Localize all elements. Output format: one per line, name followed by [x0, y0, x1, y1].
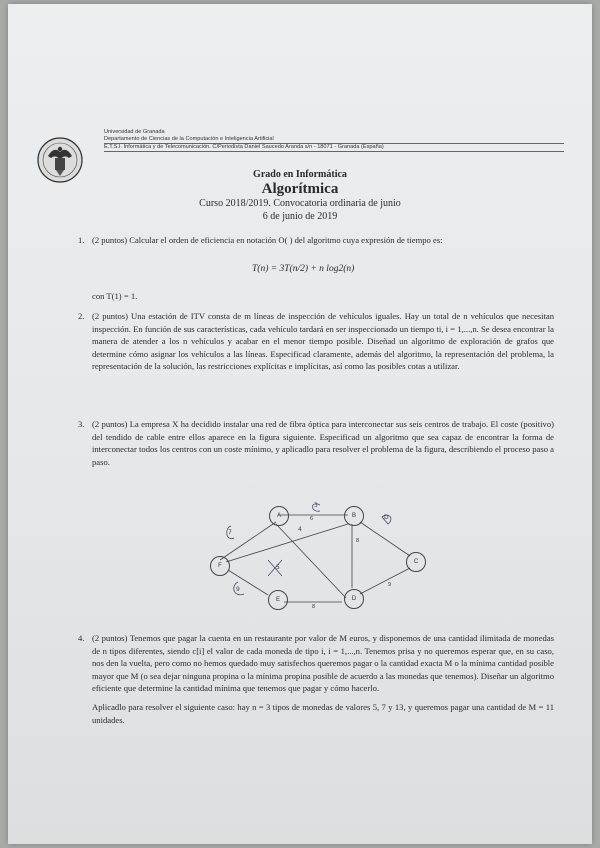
question-2-text: (2 puntos) Una estación de ITV consta de m líneas de inspección de vehículos iguales. Hay un total de n vehículos que necesitan inspección. En función de sus características, cada vehículo tardará en ser inspeccionado un tiempo ti, i = 1,...,n. Se desea encontrar la manera de atender a los n vehículos y acabar en el menor tiempo posible. Diseñad un algoritmo de exploración de grafos que determine cómo asignar los vehículos a las líneas. Especificad claramente, además del algoritmo, la representación del problema, la representación de la solución, las restricciones explícitas e implícitas, así como las posibles cotas a utilizar.: [92, 311, 554, 372]
question-3-text: (2 puntos) La empresa X ha decidido instalar una red de fibra óptica para interconectar sus seis centros de trabajo. El coste (positivo) del tendido de cable entre ellos aparece en la figura siguiente. Especificad un algoritmo que sea capaz de encontrar la forma de interconectar todos los centros con un coste mínimo, y aplicadlo para resolver el problema de la figura, describiendo el proceso paso a paso.: [92, 419, 554, 467]
handwritten-mark-9: 9: [236, 586, 240, 593]
graph-node-e: E: [268, 590, 288, 610]
edge-weight-bd: 8: [356, 538, 360, 544]
university-name: Universidad de Granada: [104, 129, 165, 135]
question-1-formula: T(n) = 3T(n/2) + n log2(n): [252, 264, 355, 274]
department-name: Departamento de Ciencias de la Computación e Inteligencia Artificial: [104, 136, 564, 144]
edge-weight-cd: 9: [388, 582, 392, 588]
question-2: 2. (2 puntos) Una estación de ITV consta de m líneas de inspección de vehículos iguales. Hay un total de n vehículos que necesitan inspección. En función de sus características, cada vehículo tardará en ser inspeccionado un tiempo ti, i = 1,...,n. Se desea encontrar la manera de atender a los n vehículos y acabar en el menor tiempo posible. Diseñad un algoritmo de exploración de grafos que determine cómo asignar los vehículos a las líneas. Especificad claramente, además del algoritmo, la representación del problema, la representación de la solución, las restricciones explícitas e implícitas, así como las posibles cotas a utilizar.: [78, 311, 554, 372]
subject-title: Algorítmica: [261, 181, 339, 197]
question-1-text: (2 puntos) Calcular el orden de eficiencia en notación O( ) del algoritmo cuya expresión de tiempo es:: [92, 235, 443, 245]
handwritten-mark-5: 5: [276, 564, 280, 571]
question-1: 1. (2 puntos) Calcular el orden de eficiencia en notación O( ) del algoritmo cuya expresión de tiempo es:: [78, 234, 554, 247]
edge-weight-ed: 8: [312, 604, 316, 610]
graph-node-b: B: [344, 506, 364, 526]
handwritten-mark-7: 7: [228, 529, 232, 536]
handwritten-mark-d: D: [384, 514, 389, 521]
school-address: E.T.S.I. Informática y de Telecomunicación. C/Periodista Daniel Saucedo Aranda s/n - 18071 - Granada (España): [104, 144, 564, 152]
question-3: 3. (2 puntos) La empresa X ha decidido instalar una red de fibra óptica para interconectar sus seis centros de trabajo. El coste (positivo) del tendido de cable entre ellos aparece en la figura siguiente. Especificad un algoritmo que sea capaz de encontrar la forma de interconectar todos los centros con un coste mínimo, y aplicadlo para resolver el problema de la figura, describiendo el proceso paso a paso.: [78, 419, 554, 467]
graph-node-c: C: [406, 552, 426, 572]
graph-edges: [198, 494, 438, 619]
question-4-text: (2 puntos) Tenemos que pagar la cuenta en un restaurante por valor de M euros, y disponemos de una cantidad ilimitada de monedas de n tipos diferentes, siendo c[i] el valor de cada moneda de tipo i, i = 1,...,n. Tenemos prisa y no queremos esperar que, en su caso, nos den la vuelta, pero como no hemos quedado muy satisfechos queremos pagar o la cantidad exacta M o la mínima cantidad posible mayor que M (o sea dejar ninguna propina o la mínima propina posible de acuerdo a las monedas que tenemos). Diseñar un algoritmo eficiente que determine la cantidad mínima que tenemos que pagar y cómo hacerlo.: [92, 633, 554, 694]
graph-figure: [198, 494, 438, 619]
graph-node-f: F: [210, 556, 230, 576]
edge-weight-ab: 6: [310, 516, 314, 522]
handwritten-mark-4: 4: [298, 526, 302, 533]
course-line: Curso 2018/2019. Convocatoria ordinaria de junio: [199, 198, 401, 209]
graph-node-d: D: [344, 589, 364, 609]
handwritten-mark-3: 3: [314, 502, 318, 509]
question-4-extra: Aplicadlo para resolver el siguiente caso: hay n = 3 tipos de monedas de valores 5, 7 y 13, y queremos pagar una cantidad de M = 11 unidades.: [92, 701, 554, 725]
question-1-footer: con T(1) = 1.: [92, 291, 138, 301]
exam-sheet: [8, 4, 592, 844]
degree-title: Grado en Informática: [253, 169, 347, 180]
graph-node-a: A: [269, 506, 289, 526]
exam-date: 6 de junio de 2019: [262, 211, 338, 222]
question-4: 4. (2 puntos) Tenemos que pagar la cuenta en un restaurante por valor de M euros, y disponemos de una cantidad ilimitada de monedas de n tipos diferentes, siendo c[i] el valor de cada moneda de tipo i, i = 1,...,n. Tenemos prisa y no queremos esperar que, en su caso, nos den la vuelta, pero como no hemos quedado muy satisfechos queremos pagar o la cantidad exacta M o la mínima cantidad posible mayor que M (o sea dejar ninguna propina o la mínima propina posible de acuerdo a las monedas que tenemos). Diseñar un algoritmo eficiente que determine la cantidad mínima que tenemos que pagar y cómo hacerlo. Aplicadlo para resolver el siguiente caso: hay n = 3 tipos de monedas de valores 5, 7 y 13, y queremos pagar una cantidad de M = 11 unidades.: [78, 633, 554, 725]
